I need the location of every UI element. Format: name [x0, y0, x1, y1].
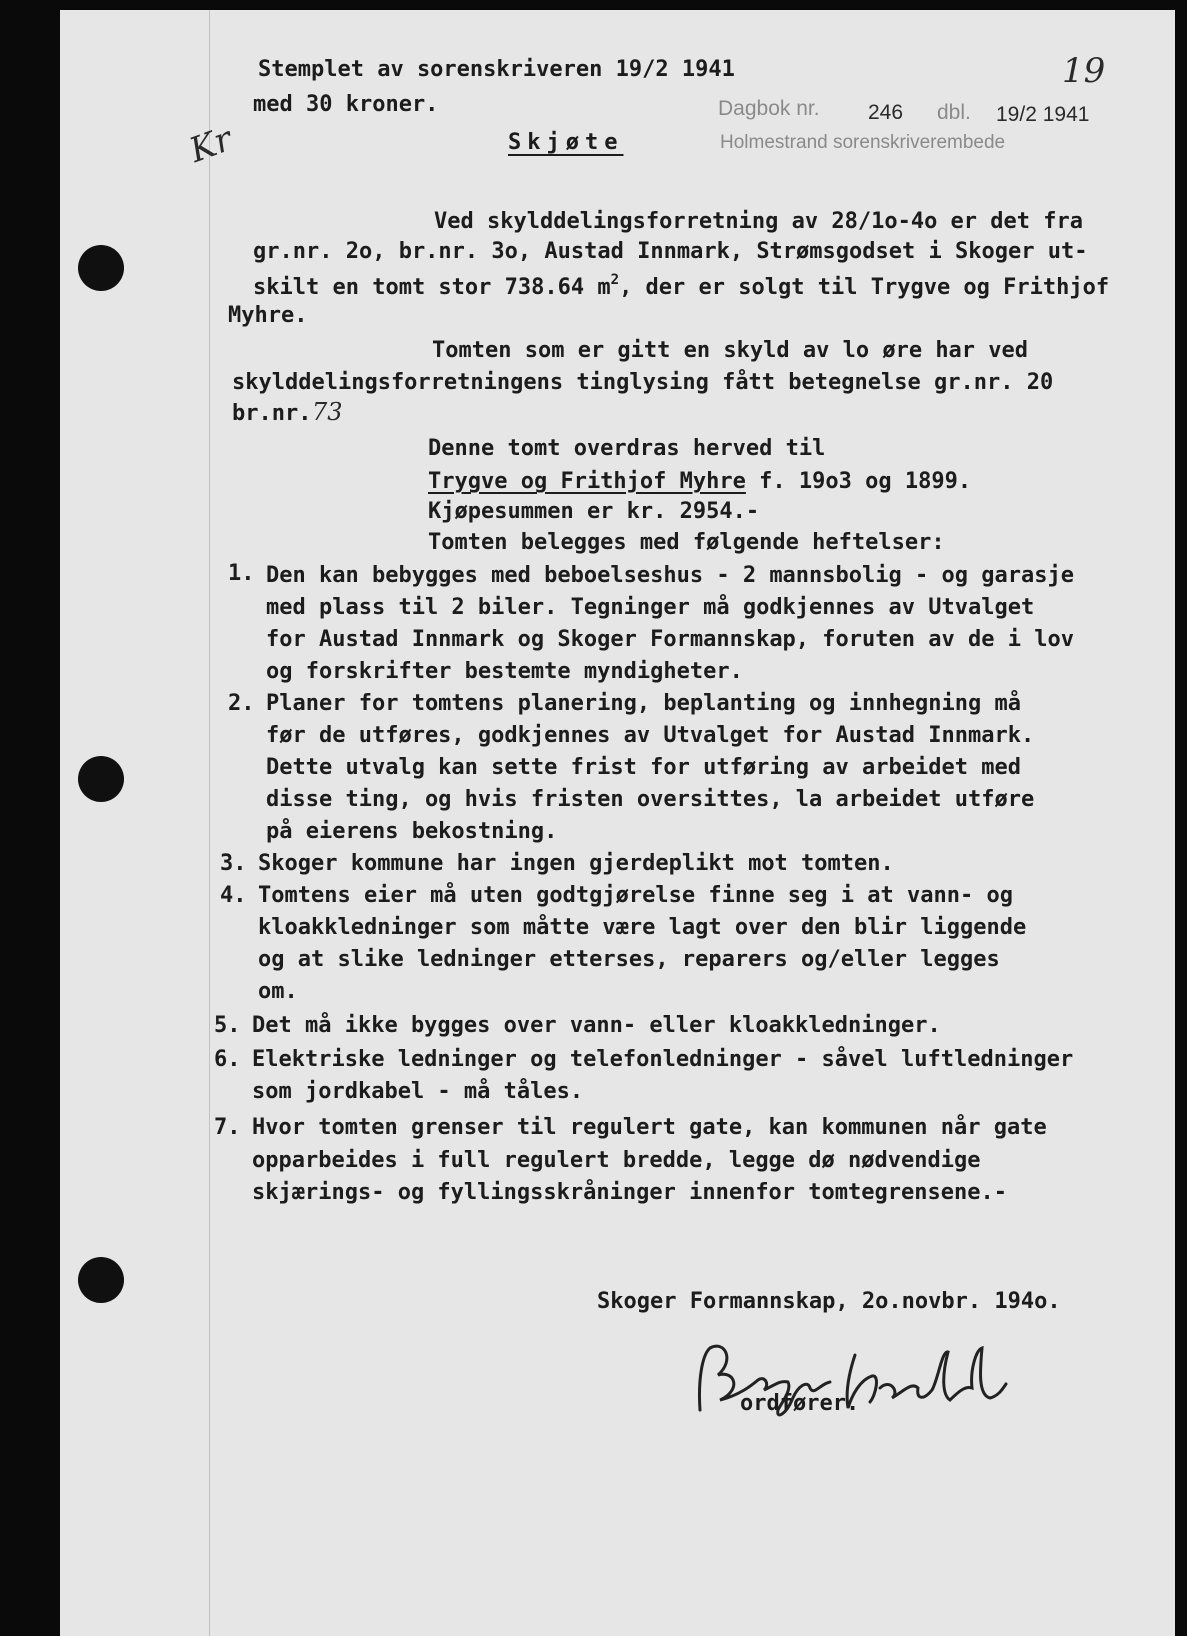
tomten-line-1: Tomten som er gitt en skyld av lo øre har ved [432, 338, 1029, 363]
clause-2-line-1: Planer for tomtens planering, beplanting og innhegning må [266, 691, 1021, 716]
bruksnummer-handwritten: 73 [312, 398, 343, 426]
clause-7-line-1: Hvor tomten grenser til regulert gate, kan kommunen når gate [252, 1115, 1047, 1140]
intro-line-1: Ved skylddelingsforretning av 28/1o-4o er det fra [434, 209, 1084, 234]
intro-line-4: Myhre. [228, 303, 308, 328]
clause-4-number: 4. [220, 883, 247, 908]
transfer-line: Denne tomt overdras herved til [428, 436, 826, 461]
intro-line-2: gr.nr. 2o, br.nr. 3o, Austad Innmark, Strømsgodset i Skoger ut- [253, 239, 1088, 264]
clause-7-number: 7. [214, 1115, 241, 1140]
clause-4-line-1: Tomtens eier må uten godtgjørelse finne seg i at vann- og [258, 883, 1013, 908]
clause-5-number: 5. [214, 1013, 241, 1038]
clause-1-line-2: med plass til 2 biler. Tegninger må godkjennes av Utvalget [266, 595, 1035, 620]
clause-1-line-3: for Austad Innmark og Skoger Formannskap, foruten av de i lov [266, 627, 1074, 652]
clause-1-number: 1. [228, 561, 255, 586]
clause-2-line-2: før de utføres, godkjennes av Utvalget for Austad Innmark. [266, 723, 1035, 748]
clause-7-line-3: skjærings- og fyllingsskråninger innenfor tomtegrensene.- [252, 1180, 1007, 1205]
clause-6-line-2: som jordkabel - må tåles. [252, 1079, 584, 1104]
office-name: Holmestrand sorenskriverembede [720, 132, 1006, 153]
stamp-note-line2: med 30 kroner. [253, 92, 439, 117]
date-label: dbl. [937, 101, 971, 124]
area-exponent: 2 [610, 272, 620, 288]
place-and-date: Skoger Formannskap, 2o.novbr. 194o. [597, 1289, 1061, 1314]
signatory-role: ordfører. [740, 1391, 860, 1416]
buyers-names: Trygve og Frithjof Myhre [428, 469, 746, 494]
intro-line-3: skilt en tomt stor 738.64 $m^2$, der er solgt til Trygve og Frithjof [253, 272, 1110, 300]
margin-initials: Kr [184, 119, 238, 171]
clause-7-line-2: opparbeides i full regulert bredde, legge dø nødvendige [252, 1148, 981, 1173]
clause-6-line-1: Elektriske ledninger og telefonledninger - såvel luftledninger [252, 1047, 1074, 1072]
signature-image [680, 1340, 1020, 1430]
clause-2-number: 2. [228, 691, 255, 716]
encumbrances-intro: Tomten belegges med følgende heftelser: [428, 530, 945, 555]
stamp-note-line1: Stemplet av sorenskriveren 19/2 1941 [258, 57, 735, 82]
margin-rule [209, 10, 210, 1636]
punch-hole-top [78, 245, 124, 291]
registration-date: 19/2 1941 [996, 103, 1090, 126]
punch-hole-bottom [78, 1257, 124, 1303]
tomten-line-3: br.nr. [232, 401, 312, 426]
clause-4-line-3: og at slike ledninger etterses, reparers og/eller legges [258, 947, 1000, 972]
clause-4-line-2: kloakkledninger som måtte være lagt over den blir liggende [258, 915, 1027, 940]
clause-2-line-4: disse ting, og hvis fristen oversittes, la arbeidet utføre [266, 787, 1035, 812]
tomten-line-2: skylddelingsforretningens tinglysing fått betegnelse gr.nr. 20 [232, 370, 1054, 395]
clause-3-line-1: Skoger kommune har ingen gjerdeplikt mot tomten. [258, 851, 894, 876]
clause-6-number: 6. [214, 1047, 241, 1072]
clause-2-line-5: på eierens bekostning. [266, 819, 558, 844]
clause-4-line-4: om. [258, 979, 298, 1004]
buyers-line: Trygve og Frithjof Myhre f. 19o3 og 1899. [428, 469, 972, 494]
purchase-price: Kjøpesummen er kr. 2954.- [428, 499, 760, 524]
dagbok-number: 246 [868, 101, 904, 124]
document-page [60, 10, 1175, 1636]
clause-5-line-1: Det må ikke bygges over vann- eller kloakkledninger. [252, 1013, 941, 1038]
page-number: 19 [1062, 51, 1106, 91]
dagbok-label: Dagbok nr. [718, 97, 820, 120]
document-title: Skjøte [508, 130, 624, 155]
punch-hole-middle [78, 756, 124, 802]
clause-3-number: 3. [220, 851, 247, 876]
clause-2-line-3: Dette utvalg kan sette frist for utføring av arbeidet med [266, 755, 1021, 780]
clause-1-line-4: og forskrifter bestemte myndigheter. [266, 659, 743, 684]
clause-1-line-1: Den kan bebygges med beboelseshus - 2 mannsbolig - og garasje [266, 563, 1074, 588]
